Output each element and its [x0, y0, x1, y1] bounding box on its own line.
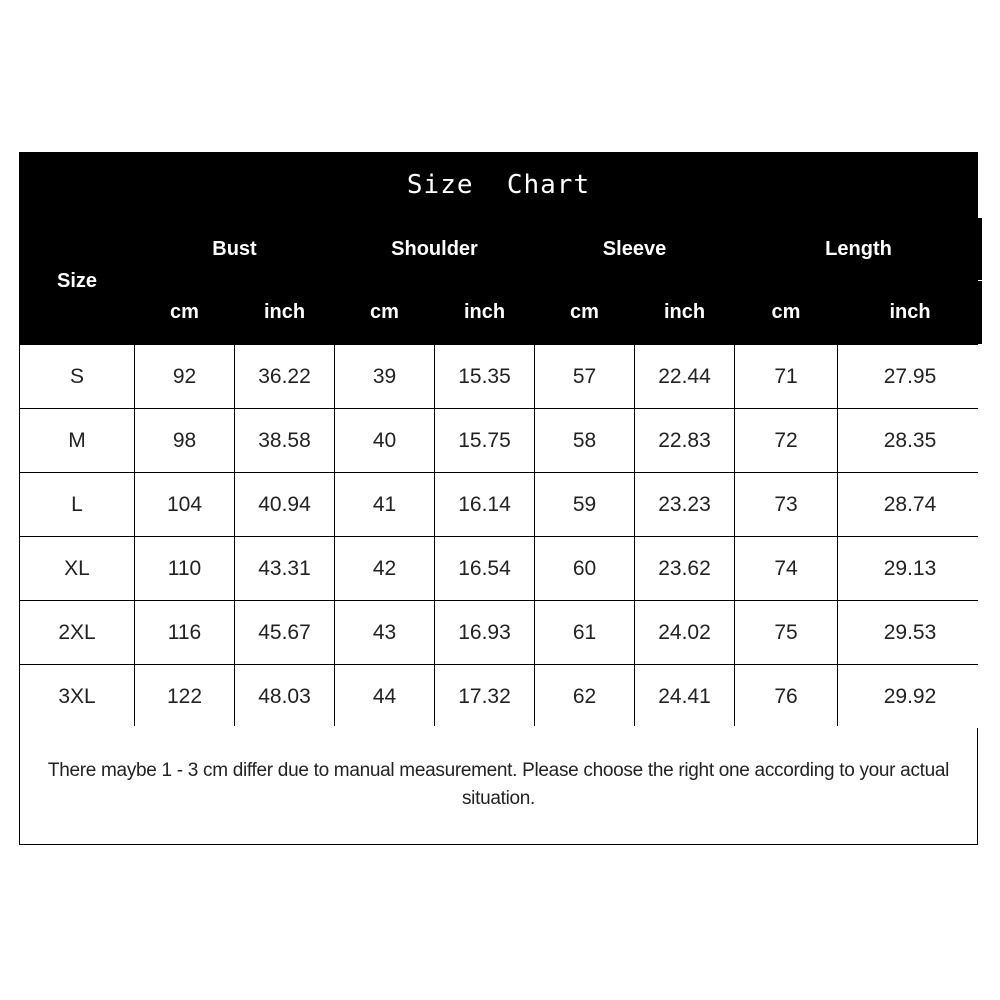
table-cell: 59 — [535, 473, 634, 536]
table-cell: 16.54 — [435, 537, 534, 600]
header-length: Length — [735, 218, 982, 280]
table-cell-size: M — [20, 409, 134, 472]
table-cell: 43 — [335, 601, 434, 664]
table-cell: 40.94 — [235, 473, 334, 536]
measurement-note: There maybe 1 - 3 cm differ due to manual measurement. Please choose the right one according to your actual situation. — [20, 726, 977, 844]
table-cell: 29.92 — [838, 665, 982, 728]
table-cell: 16.93 — [435, 601, 534, 664]
table-cell: 16.14 — [435, 473, 534, 536]
table-cell: 23.62 — [635, 537, 734, 600]
table-cell: 15.35 — [435, 345, 534, 408]
table-cell: 98 — [135, 409, 234, 472]
size-chart — [19, 152, 978, 845]
table-cell: 116 — [135, 601, 234, 664]
table-cell: 39 — [335, 345, 434, 408]
table-cell: 45.67 — [235, 601, 334, 664]
table-cell-size: 3XL — [20, 665, 134, 728]
table-cell: 43.31 — [235, 537, 334, 600]
unit-header: inch — [635, 281, 734, 344]
table-cell-size: XL — [20, 537, 134, 600]
table-cell: 92 — [135, 345, 234, 408]
header-sleeve: Sleeve — [535, 218, 734, 280]
chart-title: Size Chart — [20, 153, 977, 217]
table-cell: 29.53 — [838, 601, 982, 664]
table-cell: 24.41 — [635, 665, 734, 728]
table-cell: 72 — [735, 409, 837, 472]
header-size: Size — [20, 218, 134, 344]
table-cell: 22.83 — [635, 409, 734, 472]
unit-header: inch — [235, 281, 334, 344]
table-cell: 23.23 — [635, 473, 734, 536]
unit-header: cm — [735, 281, 837, 344]
table-cell: 73 — [735, 473, 837, 536]
unit-header: cm — [535, 281, 634, 344]
table-cell: 42 — [335, 537, 434, 600]
table-cell: 29.13 — [838, 537, 982, 600]
table-cell: 38.58 — [235, 409, 334, 472]
table-cell: 110 — [135, 537, 234, 600]
table-cell: 36.22 — [235, 345, 334, 408]
table-cell-size: S — [20, 345, 134, 408]
table-cell: 71 — [735, 345, 837, 408]
table-cell-size: 2XL — [20, 601, 134, 664]
table-cell: 22.44 — [635, 345, 734, 408]
unit-header: cm — [135, 281, 234, 344]
table-cell: 76 — [735, 665, 837, 728]
table-cell: 17.32 — [435, 665, 534, 728]
table-cell: 24.02 — [635, 601, 734, 664]
header-shoulder: Shoulder — [335, 218, 534, 280]
table-cell: 44 — [335, 665, 434, 728]
table-cell: 48.03 — [235, 665, 334, 728]
table-cell: 58 — [535, 409, 634, 472]
table-cell: 15.75 — [435, 409, 534, 472]
table-cell: 28.74 — [838, 473, 982, 536]
table-cell: 62 — [535, 665, 634, 728]
table-cell: 40 — [335, 409, 434, 472]
unit-header: inch — [838, 281, 982, 344]
table-cell: 122 — [135, 665, 234, 728]
table-cell-size: L — [20, 473, 134, 536]
table-cell: 75 — [735, 601, 837, 664]
table-cell: 28.35 — [838, 409, 982, 472]
table-cell: 57 — [535, 345, 634, 408]
size-table — [20, 217, 977, 728]
table-cell: 27.95 — [838, 345, 982, 408]
unit-header: cm — [335, 281, 434, 344]
table-cell: 74 — [735, 537, 837, 600]
table-cell: 41 — [335, 473, 434, 536]
table-cell: 60 — [535, 537, 634, 600]
header-bust: Bust — [135, 218, 334, 280]
table-cell: 61 — [535, 601, 634, 664]
table-cell: 104 — [135, 473, 234, 536]
unit-header: inch — [435, 281, 534, 344]
